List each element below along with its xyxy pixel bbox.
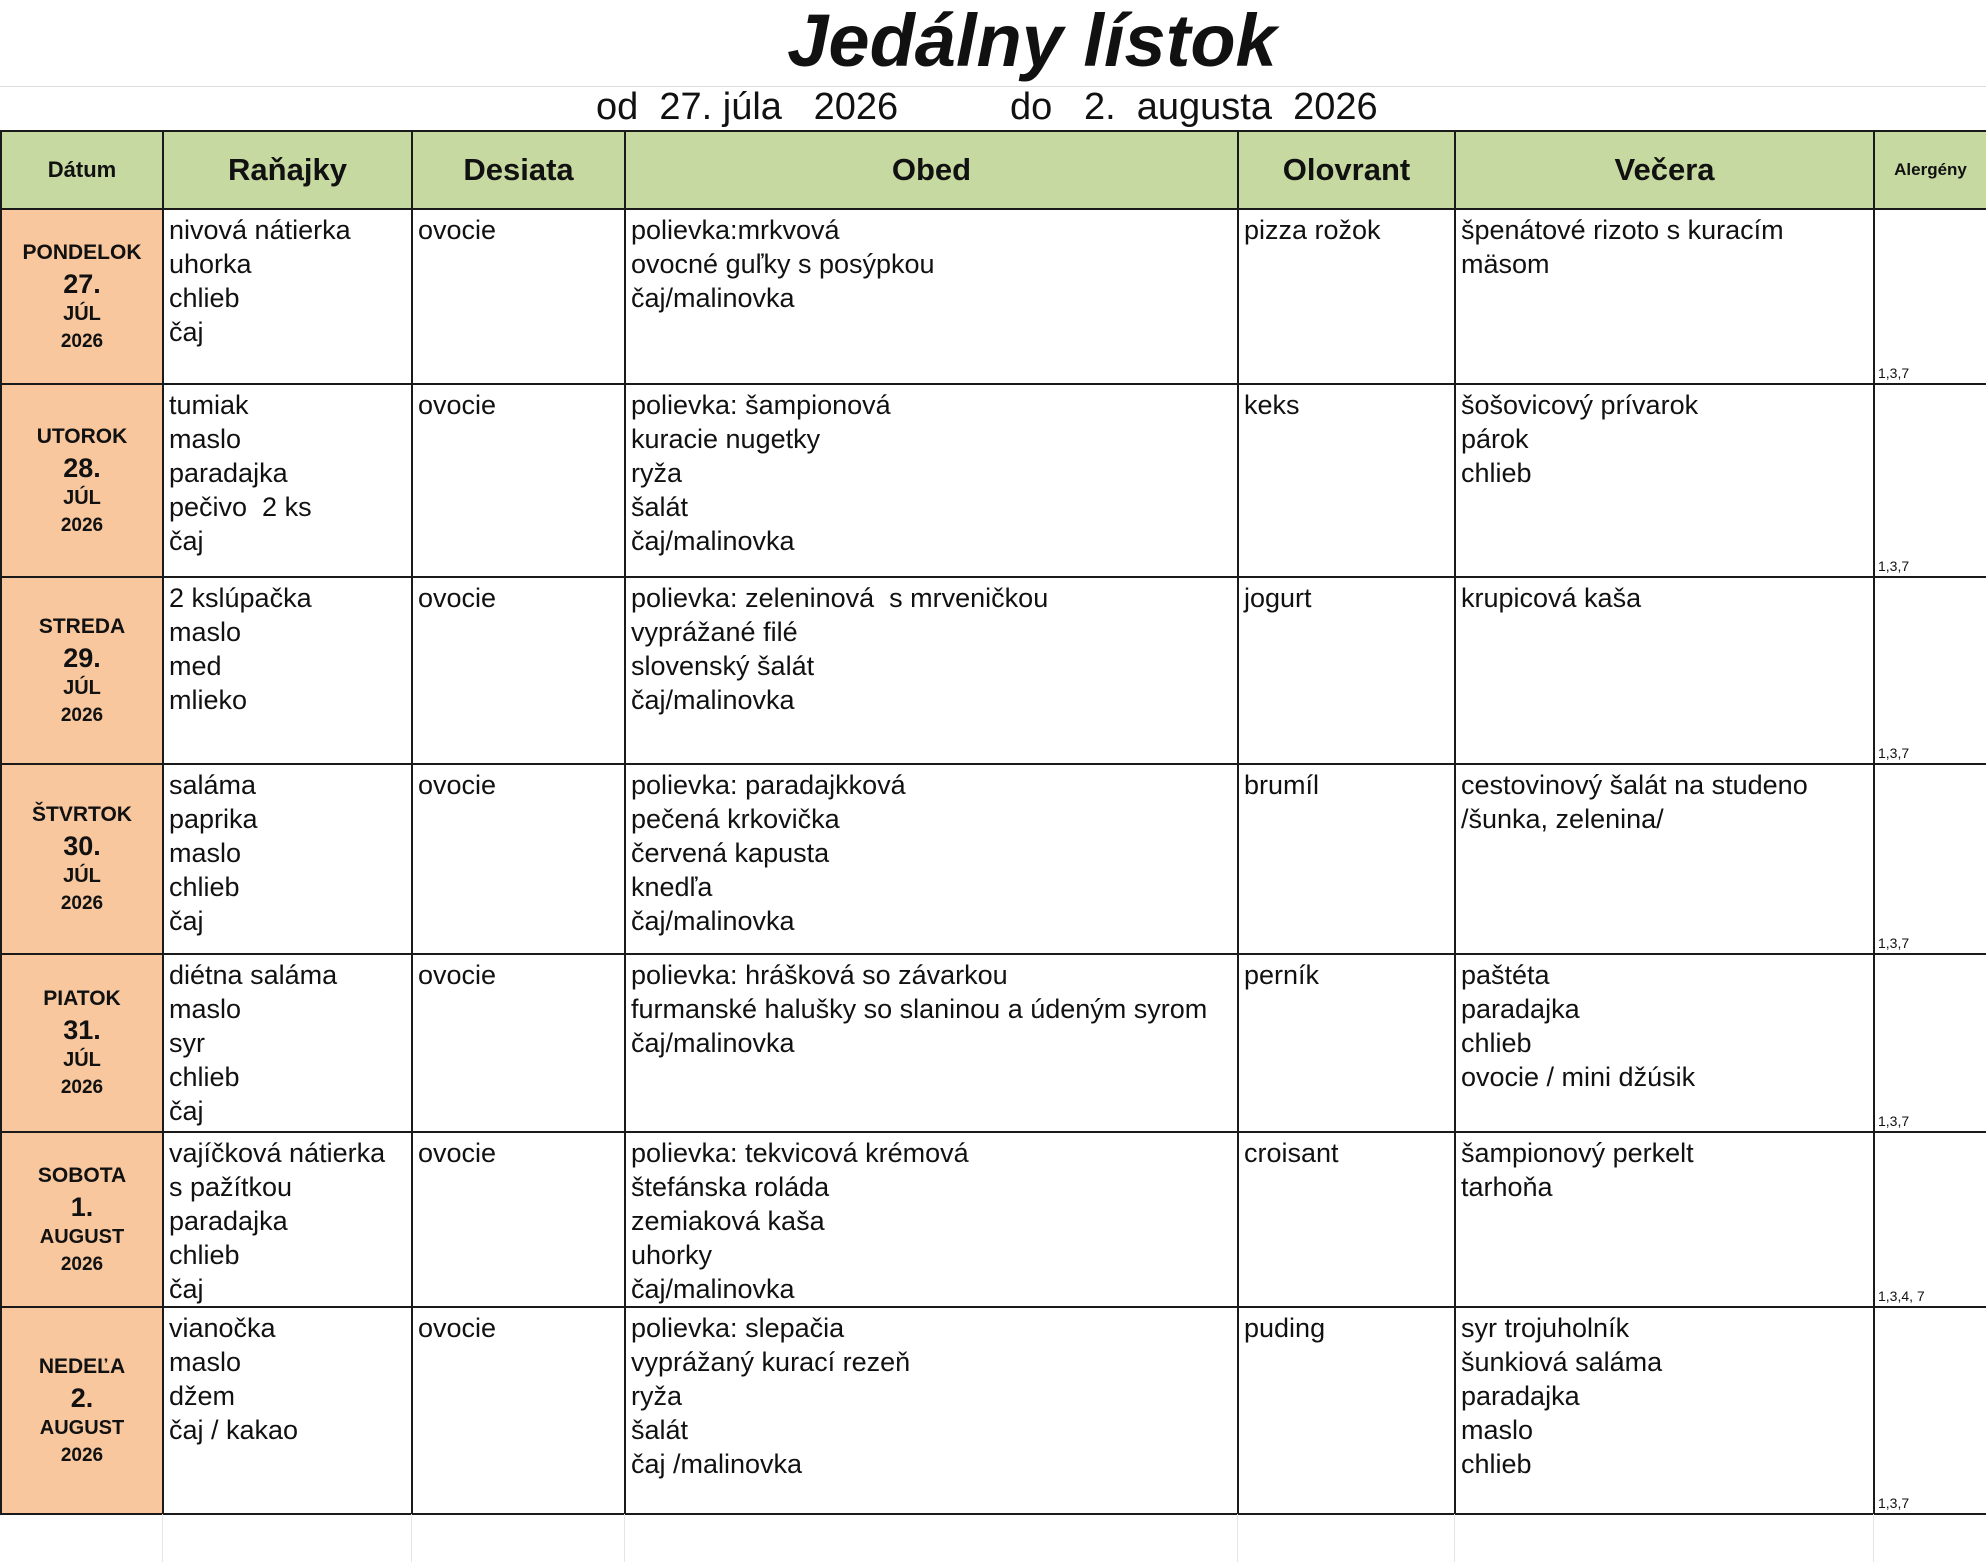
allergens-cell — [1874, 577, 1986, 764]
date-cell — [1, 1307, 163, 1514]
lunch-cell — [625, 1307, 1238, 1514]
day-name: ŠTVRTOK — [32, 803, 132, 826]
dinner-item: krupicová kaša — [1461, 583, 1642, 613]
snack-cell — [412, 1307, 625, 1514]
dinner-item: chlieb — [1461, 458, 1532, 488]
breakfast-item: nivová nátierka — [169, 215, 351, 245]
lunch-cell — [625, 764, 1238, 954]
sheet-footer-gridlines — [0, 1514, 1986, 1562]
lunch-item: zemiaková kaša — [631, 1206, 825, 1236]
lunch-item: polievka: hrášková so závarkou — [631, 960, 1008, 990]
breakfast-item: med — [169, 651, 222, 681]
lunch-item: polievka: slepačia — [631, 1313, 845, 1343]
lunch-item: polievka: paradajkková — [631, 770, 906, 800]
snack-cell — [412, 384, 625, 577]
lunch-item: čaj/malinovka — [631, 283, 795, 313]
breakfast-cell — [163, 209, 412, 384]
snack-item: ovocie — [418, 770, 497, 800]
dinner-cell — [1455, 384, 1874, 577]
column-header-ranajky: Raňajky — [163, 131, 412, 209]
day-number: 28. — [63, 452, 101, 483]
day-row — [1, 954, 1986, 1132]
breakfast-item: čaj — [169, 317, 204, 347]
month-name: JÚL — [63, 676, 101, 699]
breakfast-item: diétna saláma — [169, 960, 338, 990]
day-number: 31. — [63, 1015, 101, 1045]
snack-cell — [412, 209, 625, 384]
lunch-item: čaj/malinovka — [631, 685, 795, 715]
column-header-alergeny: Alergény — [1874, 131, 1986, 209]
year: 2026 — [60, 1444, 104, 1466]
breakfast-item: tumiak — [169, 390, 249, 420]
allergens-value: 1,3,7 — [1878, 745, 1910, 761]
lunch-item: čaj/malinovka — [631, 526, 795, 556]
breakfast-item: paradajka — [169, 458, 288, 488]
lunch-item: slovenský šalát — [631, 651, 815, 681]
dinner-item: šampionový perkelt — [1461, 1138, 1694, 1168]
day-name: NEDEĽA — [38, 1354, 126, 1378]
date-range — [0, 86, 1986, 128]
lunch-item: červená kapusta — [631, 838, 830, 868]
month-name: AUGUST — [39, 1225, 125, 1248]
date-cell — [1, 209, 163, 384]
allergens-value: 1,3,7 — [1878, 365, 1910, 381]
date-cell — [1, 384, 163, 577]
day-name: STREDA — [38, 614, 126, 638]
afternoon-snack-item: pizza rožok — [1244, 215, 1381, 245]
allergens-cell — [1874, 384, 1986, 577]
breakfast-item: uhorka — [169, 249, 252, 279]
afternoon-snack-cell — [1238, 764, 1455, 954]
lunch-item: ovocné guľky s posýpkou — [631, 249, 935, 279]
column-header-datum: Dátum — [1, 131, 163, 209]
breakfast-item: chlieb — [169, 872, 240, 902]
month-name: AUGUST — [39, 1416, 125, 1439]
month-name: JÚL — [63, 1049, 101, 1071]
day-number: 27. — [63, 268, 101, 299]
breakfast-item: čaj — [169, 526, 204, 556]
day-row — [1, 209, 1986, 384]
afternoon-snack-item: jogurt — [1244, 583, 1312, 613]
lunch-item: čaj/malinovka — [631, 1274, 795, 1304]
dinner-cell — [1455, 1307, 1874, 1514]
breakfast-item: 2 kslúpačka — [169, 583, 312, 613]
lunch-item: vyprážané filé — [631, 617, 798, 647]
column-header-obed: Obed — [625, 131, 1238, 209]
breakfast-cell — [163, 577, 412, 764]
lunch-item: kuracie nugetky — [631, 424, 821, 454]
day-name: UTOROK — [36, 424, 128, 448]
lunch-cell — [625, 954, 1238, 1132]
afternoon-snack-cell — [1238, 384, 1455, 577]
year: 2026 — [60, 514, 104, 536]
date-range-to: do 2. augusta 2026 — [1010, 86, 1378, 128]
dinner-item: ovocie / mini džúsik — [1461, 1062, 1696, 1092]
dinner-cell — [1455, 209, 1874, 384]
afternoon-snack-cell — [1238, 1307, 1455, 1514]
snack-item: ovocie — [418, 1138, 497, 1168]
breakfast-cell — [163, 764, 412, 954]
breakfast-cell — [163, 954, 412, 1132]
snack-cell — [412, 1132, 625, 1307]
lunch-item: polievka:mrkvová — [631, 215, 840, 245]
snack-item: ovocie — [418, 215, 497, 245]
afternoon-snack-item: perník — [1244, 960, 1320, 990]
snack-item: ovocie — [418, 583, 497, 613]
dinner-item: šunkiová saláma — [1461, 1347, 1663, 1377]
dinner-item: maslo — [1461, 1415, 1534, 1445]
dinner-item: chlieb — [1461, 1449, 1532, 1479]
breakfast-item: mlieko — [169, 685, 248, 715]
dinner-cell — [1455, 1132, 1874, 1307]
lunch-item: čaj /malinovka — [631, 1449, 803, 1479]
allergens-cell — [1874, 764, 1986, 954]
breakfast-item: chlieb — [169, 1062, 240, 1092]
day-name: PONDELOK — [22, 240, 142, 264]
dinner-cell — [1455, 764, 1874, 954]
dinner-item: špenátové rizoto s kuracím — [1461, 215, 1784, 245]
snack-cell — [412, 764, 625, 954]
breakfast-item: maslo — [169, 424, 242, 454]
date-cell — [1, 764, 163, 954]
afternoon-snack-cell — [1238, 1132, 1455, 1307]
month-name: JÚL — [63, 486, 101, 509]
menu-title: Jedálny lístok — [0, 0, 1986, 87]
breakfast-cell — [163, 384, 412, 577]
month-name: JÚL — [63, 302, 101, 325]
month-name: JÚL — [63, 865, 101, 887]
allergens-value: 1,3,7 — [1878, 558, 1910, 574]
snack-cell — [412, 577, 625, 764]
afternoon-snack-item: puding — [1244, 1313, 1326, 1343]
lunch-cell — [625, 1132, 1238, 1307]
date-cell — [1, 954, 163, 1132]
year: 2026 — [60, 1253, 104, 1275]
breakfast-item: čaj — [169, 1096, 204, 1126]
day-row — [1, 384, 1986, 577]
afternoon-snack-cell — [1238, 954, 1455, 1132]
breakfast-item: s pažítkou — [169, 1172, 293, 1202]
allergens-cell — [1874, 1132, 1986, 1307]
day-number: 29. — [63, 642, 101, 673]
breakfast-item: maslo — [169, 617, 242, 647]
header-row — [1, 131, 1986, 209]
day-row — [1, 1307, 1986, 1514]
lunch-item: vyprážaný kurací rezeň — [631, 1347, 911, 1377]
breakfast-item: džem — [169, 1381, 236, 1411]
breakfast-item: saláma — [169, 770, 257, 800]
breakfast-item: vianočka — [169, 1313, 276, 1343]
snack-item: ovocie — [418, 960, 497, 990]
dinner-item: párok — [1461, 424, 1529, 454]
allergens-value: 1,3,7 — [1878, 1495, 1910, 1511]
snack-item: ovocie — [418, 390, 497, 420]
dinner-item: cestovinový šalát na studeno — [1461, 770, 1808, 800]
afternoon-snack-item: croisant — [1244, 1138, 1339, 1168]
allergens-value: 1,3,7 — [1878, 1113, 1910, 1129]
column-header-olovrant: Olovrant — [1238, 131, 1455, 209]
dinner-item: /šunka, zelenina/ — [1461, 804, 1664, 834]
menu-table — [0, 130, 1986, 1515]
lunch-cell — [625, 209, 1238, 384]
afternoon-snack-item: keks — [1244, 390, 1300, 420]
dinner-item: paradajka — [1461, 994, 1580, 1024]
breakfast-item: syr — [169, 1028, 205, 1058]
lunch-item: ryža — [631, 1381, 683, 1411]
date-cell — [1, 577, 163, 764]
breakfast-item: maslo — [169, 838, 242, 868]
breakfast-item: čaj / kakao — [169, 1415, 299, 1445]
lunch-item: polievka: zeleninová s mrveničkou — [631, 583, 1049, 613]
year: 2026 — [60, 1077, 104, 1098]
allergens-value: 1,3,7 — [1878, 935, 1910, 951]
breakfast-item: paprika — [169, 804, 258, 834]
date-range-from: od 27. júla 2026 — [596, 86, 899, 128]
lunch-item: štefánska roláda — [631, 1172, 830, 1202]
year: 2026 — [60, 330, 104, 352]
dinner-cell — [1455, 954, 1874, 1132]
lunch-item: čaj/malinovka — [631, 906, 795, 936]
day-number: 30. — [63, 831, 101, 861]
breakfast-item: maslo — [169, 1347, 242, 1377]
breakfast-cell — [163, 1132, 412, 1307]
day-number: 1. — [70, 1191, 94, 1222]
breakfast-item: vajíčková nátierka — [169, 1138, 386, 1168]
column-header-desiata: Desiata — [412, 131, 625, 209]
afternoon-snack-cell — [1238, 577, 1455, 764]
day-row — [1, 577, 1986, 764]
allergens-cell — [1874, 1307, 1986, 1514]
breakfast-item: maslo — [169, 994, 242, 1024]
column-header-vecera: Večera — [1455, 131, 1874, 209]
breakfast-item: chlieb — [169, 1240, 240, 1270]
year: 2026 — [60, 704, 104, 726]
day-row — [1, 764, 1986, 954]
lunch-item: šalát — [631, 1415, 689, 1445]
lunch-item: čaj/malinovka — [631, 1028, 795, 1058]
lunch-item: uhorky — [631, 1240, 713, 1270]
lunch-item: polievka: šampionová — [631, 390, 891, 420]
dinner-item: chlieb — [1461, 1028, 1532, 1058]
afternoon-snack-cell — [1238, 209, 1455, 384]
dinner-item: mäsom — [1461, 249, 1550, 279]
lunch-item: pečená krkovička — [631, 804, 840, 834]
day-name: PIATOK — [43, 987, 121, 1010]
breakfast-item: pečivo 2 ks — [169, 492, 312, 522]
day-number: 2. — [70, 1382, 94, 1413]
snack-cell — [412, 954, 625, 1132]
lunch-cell — [625, 384, 1238, 577]
breakfast-item: čaj — [169, 906, 204, 936]
breakfast-item: čaj — [169, 1274, 204, 1304]
breakfast-item: paradajka — [169, 1206, 288, 1236]
menu-body — [1, 209, 1986, 1514]
dinner-item: paradajka — [1461, 1381, 1580, 1411]
snack-item: ovocie — [418, 1313, 497, 1343]
allergens-cell — [1874, 954, 1986, 1132]
lunch-cell — [625, 577, 1238, 764]
breakfast-cell — [163, 1307, 412, 1514]
lunch-item: furmanské halušky so slaninou a údeným syrom — [631, 994, 1208, 1024]
dinner-item: paštéta — [1461, 960, 1550, 990]
day-row — [1, 1132, 1986, 1307]
dinner-item: šošovicový prívarok — [1461, 390, 1699, 420]
day-name: SOBOTA — [37, 1163, 127, 1187]
lunch-item: šalát — [631, 492, 689, 522]
allergens-value: 1,3,4, 7 — [1878, 1288, 1925, 1304]
date-cell — [1, 1132, 163, 1307]
afternoon-snack-item: brumíl — [1244, 770, 1320, 800]
breakfast-item: chlieb — [169, 283, 240, 313]
dinner-item: tarhoňa — [1461, 1172, 1553, 1202]
dinner-item: syr trojuholník — [1461, 1313, 1630, 1343]
allergens-cell — [1874, 209, 1986, 384]
lunch-item: polievka: tekvicová krémová — [631, 1138, 969, 1168]
lunch-item: ryža — [631, 458, 683, 488]
year: 2026 — [60, 893, 104, 914]
dinner-cell — [1455, 577, 1874, 764]
lunch-item: knedľa — [631, 872, 713, 902]
